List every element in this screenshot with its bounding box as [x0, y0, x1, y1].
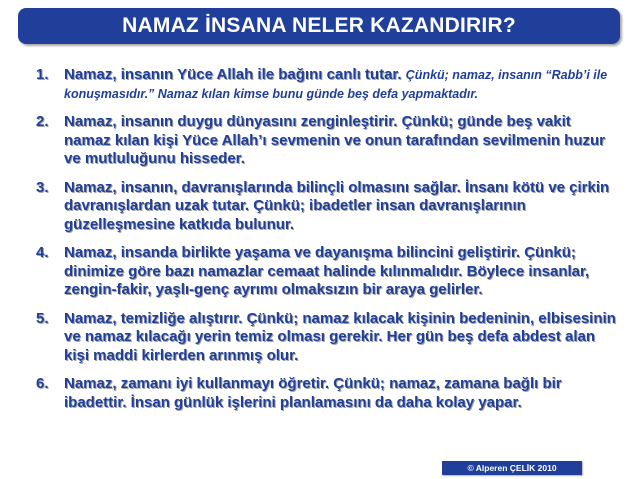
list-item	[36, 66, 616, 103]
list-item	[36, 113, 616, 169]
item-lead-text: Namaz, insanın Yüce Allah ile bağını canlı tutar.	[64, 66, 402, 83]
item-lead-text: Namaz, zamanı iyi kullanmayı öğretir. Çünkü; namaz, zamana bağlı bir ibadettir. İnsan günlük işlerini planlamasını da daha kolay yapar.	[64, 375, 562, 411]
item-number: 5.	[36, 309, 49, 327]
item-text	[64, 66, 616, 103]
list-item	[36, 179, 616, 235]
item-number: 1.	[36, 66, 49, 83]
item-number: 6.	[36, 375, 49, 392]
item-number: 4.	[36, 244, 49, 261]
item-text	[64, 310, 616, 366]
item-lead-text: Namaz, insanın duygu dünyasını zenginleştirir. Çünkü; günde beş vakit namaz kılan kişi Yüce Allah’ı sevmenin ve onun tarafından sevilmenin huzur ve mutluluğunu hisseder.	[64, 113, 605, 167]
item-number: 3.	[36, 178, 49, 196]
item-number: 2.	[36, 113, 49, 130]
slide-title: NAMAZ İNSANA NELER KAZANDIRIR?	[18, 8, 620, 44]
list-item	[36, 244, 616, 300]
item-lead-text: Namaz, insanda birlikte yaşama ve dayanışma bilincini geliştirir. Çünkü; dinimize göre bazı namazlar cemaat halinde kılınmalıdır. Böylece insanlar, zengin-fakir, yaşlı-genç ayrımı olmaksızın bir araya gelirler.	[64, 244, 590, 298]
copyright-badge: © Alperen ÇELİK 2010	[442, 461, 582, 475]
item-lead-text: Namaz, insanın, davranışlarında bilinçli olmasını sağlar. İnsanı kötü ve çirkin davranışlardan uzak tutar. Çünkü; ibadetler insan davranışlarının güzelleşmesine katkıda bulunur.	[64, 178, 610, 233]
item-text	[64, 375, 616, 412]
list-item	[36, 310, 616, 366]
item-lead-text: Namaz, temizliğe alıştırır. Çünkü; namaz kılacak kişinin bedeninin, elbisesinin ve namaz kılacağı yerin temiz olması gerekir. Her gün beş defa abdest alan kişi maddi kirlerden arınmış olur.	[64, 309, 616, 364]
item-detail-text: Çünkü; namaz, insanın “Rabb’i ile konuşmasıdır.” Namaz kılan kimse bunu günde beş defa yapmaktadır.	[64, 68, 608, 101]
item-text	[64, 179, 616, 235]
item-text	[64, 244, 616, 300]
item-text	[64, 113, 616, 169]
list-item	[36, 375, 616, 412]
benefits-list	[36, 66, 616, 422]
